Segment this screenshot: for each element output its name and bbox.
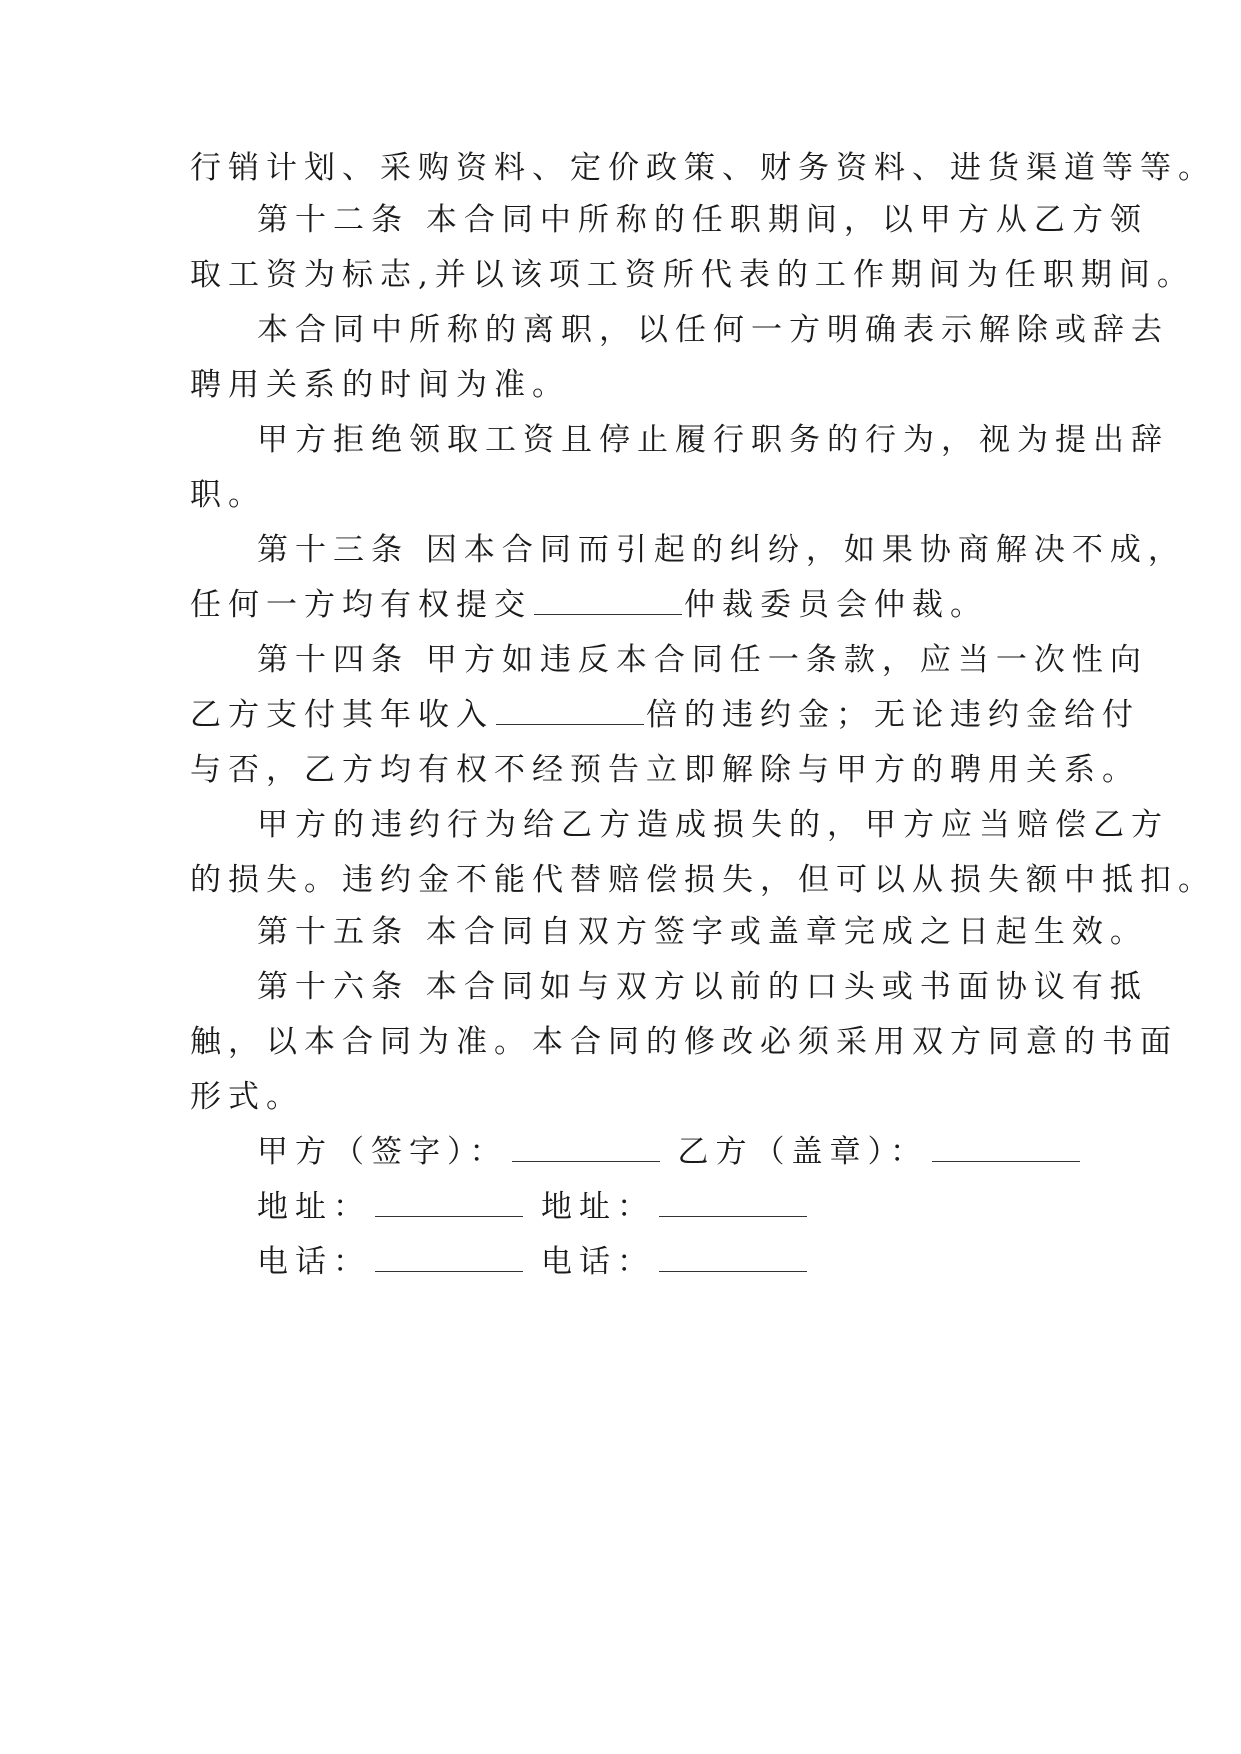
article-14 [257,640,1148,680]
line-text: 第十五条 本合同自双方签字或盖章完成之日起生效。 [257,914,1148,950]
penalty-multiple-blank[interactable] [496,696,644,725]
line-text: 任何一方均有权提交 [190,587,532,623]
line-text: 触，以本合同为准。本合同的修改必须采用双方同意的书面 [190,1024,1178,1060]
line-text: 倍的违约金；无论违约金给付 [646,697,1140,733]
line-text: 职。 [190,477,266,513]
party-b-seal-field[interactable] [932,1133,1080,1162]
line-text: 取工资为标志,并以该项工资所代表的工作期间为任职期间。 [190,257,1195,293]
text-line [190,860,1216,900]
line-text: 行销计划、采购资料、定价政策、财务资料、进货渠道等等。 [190,150,1216,186]
text-line [257,805,1169,845]
phone-b-label: 电话： [541,1244,655,1280]
line-text: 形式。 [190,1079,304,1115]
line-text: 第十二条 本合同中所称的任职期间，以甲方从乙方领 [257,202,1148,238]
text-line [190,695,1140,735]
article-12 [257,200,1148,240]
line-text: 乙方支付其年收入 [190,697,494,733]
signature-row [257,1132,1098,1172]
arbitration-blank[interactable] [534,586,682,615]
line-text: 第十六条 本合同如与双方以前的口头或书面协议有抵 [257,969,1148,1005]
text-line [190,148,1216,188]
text-line [257,310,1169,350]
address-row [257,1187,825,1227]
line-text: 甲方拒绝领取工资且停止履行职务的行为，视为提出辞 [257,422,1169,458]
text-line [190,365,570,405]
article-16 [257,967,1148,1007]
line-text: 第十三条 因本合同而引起的纠纷，如果协商解决不成， [257,532,1186,568]
party-a-label: 甲方（签字）： [257,1134,508,1170]
phone-a-label: 电话： [257,1244,371,1280]
text-line [190,750,1140,790]
line-text: 聘用关系的时间为准。 [190,367,570,403]
address-b-label: 地址： [541,1189,655,1225]
article-15 [257,912,1148,952]
line-text: 仲裁委员会仲裁。 [684,587,988,623]
text-line [190,255,1195,295]
text-line [190,475,266,515]
text-line [190,585,988,625]
address-a-label: 地址： [257,1189,371,1225]
phone-row [257,1242,825,1282]
party-a-signature-field[interactable] [512,1133,660,1162]
text-line [190,1077,304,1117]
address-b-field[interactable] [659,1188,807,1217]
line-text: 的损失。违约金不能代替赔偿损失，但可以从损失额中抵扣。 [190,862,1216,898]
text-line [257,420,1169,460]
line-text: 与否，乙方均有权不经预告立即解除与甲方的聘用关系。 [190,752,1140,788]
article-13 [257,530,1186,570]
line-text: 第十四条 甲方如违反本合同任一条款，应当一次性向 [257,642,1148,678]
line-text: 本合同中所称的离职，以任何一方明确表示解除或辞去 [257,312,1169,348]
address-a-field[interactable] [375,1188,523,1217]
text-line [190,1022,1178,1062]
line-text: 甲方的违约行为给乙方造成损失的，甲方应当赔偿乙方 [257,807,1169,843]
phone-a-field[interactable] [375,1243,523,1272]
phone-b-field[interactable] [659,1243,807,1272]
party-b-label: 乙方（盖章）： [677,1134,928,1170]
